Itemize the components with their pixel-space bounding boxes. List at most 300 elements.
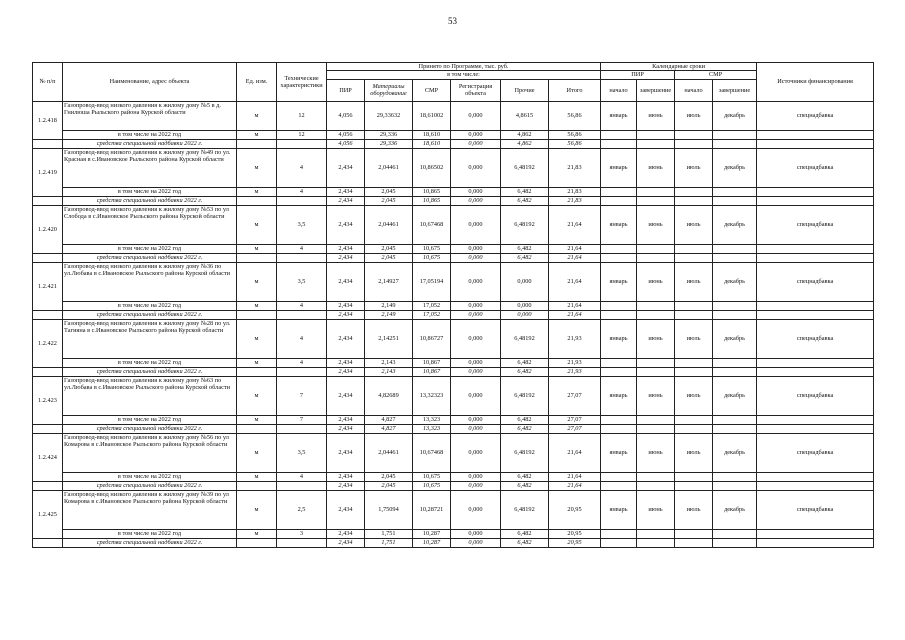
year-unit-cell: м [237,244,277,253]
fund-other-cell: 6,482 [501,481,549,490]
empty-cell [237,424,277,433]
empty-cell [237,310,277,319]
total-cell: 21,64 [549,205,601,244]
tech-cell: 3,5 [277,262,327,301]
pir-start-cell: январь [601,433,637,472]
year-other-cell: 6,482 [501,472,549,481]
year-pir-cell: 4,056 [327,130,365,139]
fund-label: средства специальной надбавки 2022 г. [63,253,237,262]
fund-smr-cell: 10,867 [413,367,451,376]
fund-other-cell: 6,482 [501,367,549,376]
header-incl: в том числе: [327,71,601,79]
fund-pir-cell: 4,056 [327,139,365,148]
smr-end-cell: декабрь [713,490,757,529]
empty-cell [757,415,874,424]
tech-cell: 4 [277,148,327,187]
empty-cell [637,367,675,376]
header-cal-pir: ПИР [601,71,675,79]
empty-cell [277,139,327,148]
table-row [33,376,874,415]
empty-cell [637,253,675,262]
empty-cell [757,310,874,319]
empty-cell [757,538,874,547]
smr-end-cell: декабрь [713,376,757,415]
header-funding: Источники финансирования [757,63,874,102]
empty-cell [237,538,277,547]
total-cell: 21,64 [549,262,601,301]
year-mat-cell: 1,751 [365,529,413,538]
year-tech-cell: 12 [277,130,327,139]
year-mat-cell: 2,143 [365,358,413,367]
year-other-cell: 6,482 [501,358,549,367]
pir-cell: 2,434 [327,319,365,358]
header-total: Итого [549,79,601,101]
smr-start-cell: июль [675,433,713,472]
year-label: в том числе на 2022 год [63,301,237,310]
fund-reg-cell: 0,000 [451,310,501,319]
pir-start-cell: январь [601,101,637,130]
year-total-cell: 21,93 [549,358,601,367]
empty-cell [713,139,757,148]
table-row-fund [33,139,874,148]
fund-total-cell: 21,93 [549,367,601,376]
empty-cell [757,196,874,205]
empty-cell [675,244,713,253]
fund-reg-cell: 0,000 [451,139,501,148]
table-row-year [33,187,874,196]
year-mat-cell: 2,045 [365,244,413,253]
empty-cell [713,538,757,547]
table-row-fund [33,424,874,433]
pir-start-cell: январь [601,262,637,301]
empty-cell [33,367,63,376]
empty-cell [713,529,757,538]
table-row-fund [33,481,874,490]
unit-cell: м [237,319,277,358]
empty-cell [675,415,713,424]
row-number: 1.2.425 [33,490,63,538]
other-cell: 0,000 [501,262,549,301]
empty-cell [713,244,757,253]
empty-cell [675,301,713,310]
table-row-year [33,472,874,481]
year-tech-cell: 4 [277,244,327,253]
pir-cell: 2,434 [327,490,365,529]
fund-smr-cell: 10,675 [413,253,451,262]
empty-cell [601,139,637,148]
pir-cell: 2,434 [327,205,365,244]
empty-cell [637,481,675,490]
header-cal-smr: СМР [675,71,757,79]
materials-cell: 2,14251 [365,319,413,358]
year-mat-cell: 29,336 [365,130,413,139]
row-number: 1.2.420 [33,205,63,253]
fund-label: средства специальной надбавки 2022 г. [63,538,237,547]
fund-other-cell: 6,482 [501,538,549,547]
year-total-cell: 21,64 [549,244,601,253]
empty-cell [713,253,757,262]
fund-mat-cell: 2,149 [365,310,413,319]
empty-cell [675,130,713,139]
empty-cell [713,424,757,433]
empty-cell [675,139,713,148]
empty-cell [33,481,63,490]
empty-cell [637,196,675,205]
header-pir-start: начало [601,79,637,101]
empty-cell [601,301,637,310]
tech-cell: 3,5 [277,205,327,244]
empty-cell [601,481,637,490]
table-row-year [33,301,874,310]
table-row-year [33,415,874,424]
object-name: Газопровод-ввод низкого давления к жилому дому №39 по ул Комарова в с.Ивановское Рыльского района Курской области [63,490,237,529]
year-label: в том числе на 2022 год [63,358,237,367]
total-cell: 21,64 [549,433,601,472]
pir-start-cell: январь [601,148,637,187]
empty-cell [675,253,713,262]
empty-cell [601,367,637,376]
year-smr-cell: 10,867 [413,358,451,367]
year-reg-cell: 0,000 [451,244,501,253]
fund-label: средства специальной надбавки 2022 г. [63,196,237,205]
empty-cell [237,367,277,376]
total-cell: 56,86 [549,101,601,130]
table-row [33,148,874,187]
smr-cell: 10,67468 [413,433,451,472]
year-pir-cell: 2,434 [327,529,365,538]
fund-label: средства специальной надбавки 2022 г. [63,367,237,376]
table-row-fund [33,367,874,376]
year-unit-cell: м [237,472,277,481]
table-row-fund [33,310,874,319]
empty-cell [601,538,637,547]
empty-cell [675,358,713,367]
fund-other-cell: 6,482 [501,424,549,433]
empty-cell [33,538,63,547]
empty-cell [713,187,757,196]
materials-cell: 2,04461 [365,433,413,472]
pir-end-cell: июнь [637,205,675,244]
empty-cell [757,187,874,196]
smr-cell: 10,28721 [413,490,451,529]
header-num: № п/п [33,63,63,102]
empty-cell [237,481,277,490]
pir-cell: 2,434 [327,262,365,301]
year-reg-cell: 0,000 [451,130,501,139]
year-reg-cell: 0,000 [451,415,501,424]
empty-cell [237,253,277,262]
year-label: в том числе на 2022 год [63,130,237,139]
fund-total-cell: 21,64 [549,481,601,490]
funding-cell: спецнадбавка [757,101,874,130]
fund-other-cell: 0,000 [501,310,549,319]
year-label: в том числе на 2022 год [63,529,237,538]
table-row-year [33,529,874,538]
fund-smr-cell: 10,865 [413,196,451,205]
fund-other-cell: 6,482 [501,196,549,205]
fund-total-cell: 21,64 [549,310,601,319]
unit-cell: м [237,205,277,244]
empty-cell [713,472,757,481]
tech-cell: 12 [277,101,327,130]
object-name: Газопровод-ввод низкого давления к жилому дому №53 по ул Слобода в с.Ивановское Рыльского района Курской области [63,205,237,244]
year-tech-cell: 3 [277,529,327,538]
fund-reg-cell: 0,000 [451,253,501,262]
year-mat-cell: 4,827 [365,415,413,424]
fund-smr-cell: 10,287 [413,538,451,547]
year-unit-cell: м [237,301,277,310]
fund-label: средства специальной надбавки 2022 г. [63,139,237,148]
fund-mat-cell: 1,751 [365,538,413,547]
smr-end-cell: декабрь [713,433,757,472]
fund-mat-cell: 2,045 [365,196,413,205]
year-tech-cell: 4 [277,301,327,310]
empty-cell [277,424,327,433]
materials-cell: 29,33632 [365,101,413,130]
year-unit-cell: м [237,187,277,196]
smr-cell: 10,86502 [413,148,451,187]
empty-cell [675,472,713,481]
empty-cell [713,310,757,319]
year-other-cell: 6,482 [501,529,549,538]
empty-cell [637,244,675,253]
fund-mat-cell: 2,143 [365,367,413,376]
empty-cell [637,424,675,433]
empty-cell [237,139,277,148]
year-reg-cell: 0,000 [451,472,501,481]
other-cell: 4,8615 [501,101,549,130]
unit-cell: м [237,376,277,415]
table-row-fund [33,538,874,547]
fund-pir-cell: 2,434 [327,367,365,376]
empty-cell [675,538,713,547]
empty-cell [675,187,713,196]
pir-start-cell: январь [601,319,637,358]
year-smr-cell: 18,610 [413,130,451,139]
fund-other-cell: 4,862 [501,139,549,148]
empty-cell [757,529,874,538]
header-smr-end: завершение [713,79,757,101]
registration-cell: 0,000 [451,490,501,529]
funding-cell: спецнадбавка [757,148,874,187]
fund-pir-cell: 2,434 [327,253,365,262]
header-pir: ПИР [327,79,365,101]
row-number: 1.2.419 [33,148,63,196]
year-pir-cell: 2,434 [327,244,365,253]
funding-cell: спецнадбавка [757,319,874,358]
year-total-cell: 21,64 [549,472,601,481]
empty-cell [675,310,713,319]
total-cell: 21,93 [549,319,601,358]
empty-cell [713,130,757,139]
header-smr: СМР [413,79,451,101]
funding-cell: спецнадбавка [757,262,874,301]
fund-mat-cell: 2,045 [365,253,413,262]
year-pir-cell: 2,434 [327,415,365,424]
year-tech-cell: 4 [277,358,327,367]
fund-smr-cell: 10,675 [413,481,451,490]
empty-cell [33,253,63,262]
fund-reg-cell: 0,000 [451,481,501,490]
registration-cell: 0,000 [451,262,501,301]
fund-smr-cell: 18,610 [413,139,451,148]
empty-cell [601,196,637,205]
empty-cell [637,301,675,310]
table-row-year [33,130,874,139]
funding-cell: спецнадбавка [757,376,874,415]
table-row [33,205,874,244]
header-pir-end: завершение [637,79,675,101]
empty-cell [601,415,637,424]
empty-cell [757,253,874,262]
table-row [33,319,874,358]
unit-cell: м [237,101,277,130]
tech-cell: 4 [277,319,327,358]
header-materials: Материалы оборудование [365,79,413,101]
other-cell: 6,48192 [501,433,549,472]
header-accepted: Принято по Программе, тыс. руб. [327,63,601,71]
year-other-cell: 4,862 [501,130,549,139]
year-pir-cell: 2,434 [327,472,365,481]
object-name: Газопровод-ввод низкого давления к жилому дому №28 по ул. Тагияна в с.Ивановское Рыльского района Курской области [63,319,237,358]
empty-cell [33,310,63,319]
smr-start-cell: июль [675,490,713,529]
year-label: в том числе на 2022 год [63,244,237,253]
total-cell: 27,07 [549,376,601,415]
header-reg: Регистрация объекта [451,79,501,101]
year-total-cell: 56,86 [549,130,601,139]
empty-cell [277,367,327,376]
pir-end-cell: июнь [637,148,675,187]
empty-cell [637,358,675,367]
year-pir-cell: 2,434 [327,358,365,367]
year-reg-cell: 0,000 [451,529,501,538]
year-smr-cell: 10,675 [413,472,451,481]
other-cell: 6,48192 [501,148,549,187]
smr-end-cell: декабрь [713,205,757,244]
empty-cell [713,367,757,376]
pir-start-cell: январь [601,376,637,415]
row-number: 1.2.423 [33,376,63,424]
tech-cell: 3,5 [277,433,327,472]
fund-total-cell: 21,64 [549,253,601,262]
total-cell: 20,95 [549,490,601,529]
smr-end-cell: декабрь [713,101,757,130]
header-smr-start: начало [675,79,713,101]
fund-total-cell: 21,83 [549,196,601,205]
empty-cell [237,196,277,205]
empty-cell [757,301,874,310]
smr-cell: 17,05194 [413,262,451,301]
pir-end-cell: июнь [637,101,675,130]
other-cell: 6,48192 [501,205,549,244]
empty-cell [637,130,675,139]
empty-cell [33,424,63,433]
smr-start-cell: июль [675,262,713,301]
fund-mat-cell: 29,336 [365,139,413,148]
pir-end-cell: июнь [637,490,675,529]
object-name: Газопровод-ввод низкого давления к жилому дому №36 по ул.Любава в с.Ивановское Рыльского района Курской области [63,262,237,301]
object-name: Газопровод-ввод низкого давления к жилому дому №5 в д. Гнилюша Рыльского района Курской области [63,101,237,130]
smr-end-cell: декабрь [713,148,757,187]
year-mat-cell: 2,045 [365,472,413,481]
year-smr-cell: 10,865 [413,187,451,196]
table-row-year [33,358,874,367]
table-row-year [33,244,874,253]
fund-label: средства специальной надбавки 2022 г. [63,310,237,319]
year-smr-cell: 10,287 [413,529,451,538]
year-other-cell: 6,482 [501,244,549,253]
smr-start-cell: июль [675,319,713,358]
page-number: 53 [448,16,457,26]
header-name: Наименование, адрес объекта [63,63,237,102]
year-mat-cell: 2,045 [365,187,413,196]
empty-cell [277,481,327,490]
empty-cell [713,358,757,367]
table-row [33,490,874,529]
empty-cell [601,529,637,538]
empty-cell [277,310,327,319]
pir-cell: 2,434 [327,433,365,472]
table-row-fund [33,196,874,205]
fund-other-cell: 6,482 [501,253,549,262]
funding-cell: спецнадбавка [757,205,874,244]
total-cell: 21,83 [549,148,601,187]
other-cell: 6,48192 [501,490,549,529]
empty-cell [277,538,327,547]
smr-start-cell: июль [675,376,713,415]
empty-cell [757,472,874,481]
empty-cell [601,253,637,262]
empty-cell [675,367,713,376]
fund-label: средства специальной надбавки 2022 г. [63,424,237,433]
unit-cell: м [237,490,277,529]
row-number: 1.2.424 [33,433,63,481]
smr-start-cell: июль [675,101,713,130]
empty-cell [601,472,637,481]
empty-cell [601,187,637,196]
smr-end-cell: декабрь [713,319,757,358]
materials-cell: 2,04461 [365,205,413,244]
table-body [33,101,874,547]
year-total-cell: 20,95 [549,529,601,538]
pir-start-cell: январь [601,205,637,244]
year-mat-cell: 2,149 [365,301,413,310]
empty-cell [757,130,874,139]
table-row [33,433,874,472]
pir-end-cell: июнь [637,262,675,301]
empty-cell [601,130,637,139]
fund-mat-cell: 4,827 [365,424,413,433]
fund-reg-cell: 0,000 [451,196,501,205]
table-row-fund [33,253,874,262]
year-smr-cell: 13,323 [413,415,451,424]
materials-cell: 2,04461 [365,148,413,187]
fund-pir-cell: 2,434 [327,424,365,433]
fund-reg-cell: 0,000 [451,367,501,376]
smr-start-cell: июль [675,205,713,244]
materials-cell: 1,75094 [365,490,413,529]
year-total-cell: 27,07 [549,415,601,424]
empty-cell [637,187,675,196]
row-number: 1.2.418 [33,101,63,139]
fund-reg-cell: 0,000 [451,538,501,547]
year-reg-cell: 0,000 [451,358,501,367]
pir-end-cell: июнь [637,433,675,472]
year-unit-cell: м [237,529,277,538]
empty-cell [757,367,874,376]
header-tech: Технические характеристики [277,63,327,102]
